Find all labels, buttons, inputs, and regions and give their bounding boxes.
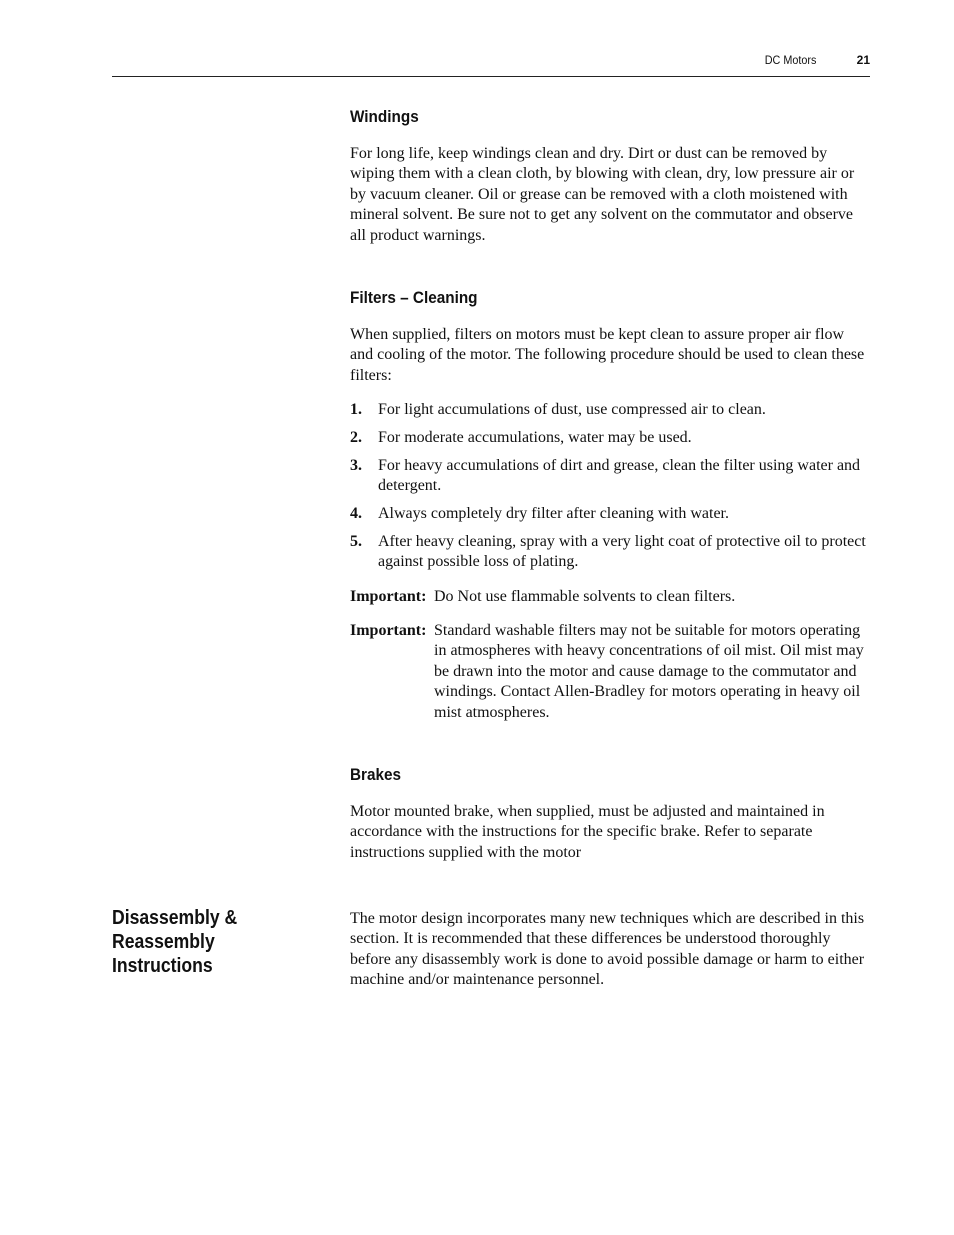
windings-body: For long life, keep windings clean and dry. Dirt or dust can be removed by wiping them with a clean cloth, by blowing with clean, dry, low pressure air or by vacuum cleaner. Oil or grease can be removed with a cloth moistened with mineral solvent. Be sure not to get any solvent on the commutator and observe all product warnings. — [350, 145, 855, 244]
list-item-number: 4. — [350, 505, 362, 522]
header-section-title: DC Motors — [764, 53, 816, 67]
list-item-text: After heavy cleaning, spray with a very light coat of protective oil to protect against possible loss of plating. — [378, 533, 866, 571]
page-header — [112, 50, 870, 77]
filters-heading: Filters – Cleaning — [350, 288, 478, 307]
important-label: Important: — [350, 588, 427, 605]
list-item-text: For moderate accumulations, water may be used. — [378, 429, 692, 446]
brakes-body: Motor mounted brake, when supplied, must be adjusted and maintained in accordance with the instructions for the specific brake. Refer to separate instructions supplied with the motor — [350, 803, 825, 861]
important-label: Important: — [350, 622, 427, 639]
list-item-number: 1. — [350, 401, 362, 418]
list-item — [350, 428, 870, 448]
list-item-text: For light accumulations of dust, use compressed air to clean. — [378, 401, 766, 418]
list-item — [350, 400, 870, 420]
disassembly-heading: Disassembly & Reassembly Instructions — [112, 907, 238, 977]
list-item-number: 5. — [350, 533, 362, 550]
list-item-number: 2. — [350, 429, 362, 446]
brakes-heading: Brakes — [350, 765, 402, 784]
list-item — [350, 456, 870, 497]
list-item — [350, 504, 870, 524]
important-note — [350, 587, 870, 607]
list-item — [350, 532, 870, 573]
list-item-number: 3. — [350, 457, 362, 474]
important-note — [350, 621, 870, 723]
important-text: Do Not use flammable solvents to clean filters. — [434, 588, 736, 605]
page-number: 21 — [856, 53, 870, 67]
filters-intro: When supplied, filters on motors must be kept clean to assure proper air flow and cooling of the motor. The following procedure should be used to clean these filters: — [350, 326, 865, 384]
important-text: Standard washable filters may not be suitable for motors operating in atmospheres with heavy concentrations of oil mist. Oil mist may be drawn into the motor and cause damage to the commutator and windings. Contact Allen-Bradley for motors operating in heavy oil mist atmospheres. — [434, 622, 864, 721]
list-item-text: For heavy accumulations of dirt and grease, clean the filter using water and detergent. — [378, 457, 861, 495]
list-item-text: Always completely dry filter after cleaning with water. — [378, 505, 729, 522]
windings-heading: Windings — [350, 107, 419, 126]
disassembly-body: The motor design incorporates many new techniques which are described in this section. It is recommended that these differences be understood thoroughly before any disassembly work is done to avoid possible damage or harm to either machine and/or maintenance personnel. — [350, 910, 865, 989]
